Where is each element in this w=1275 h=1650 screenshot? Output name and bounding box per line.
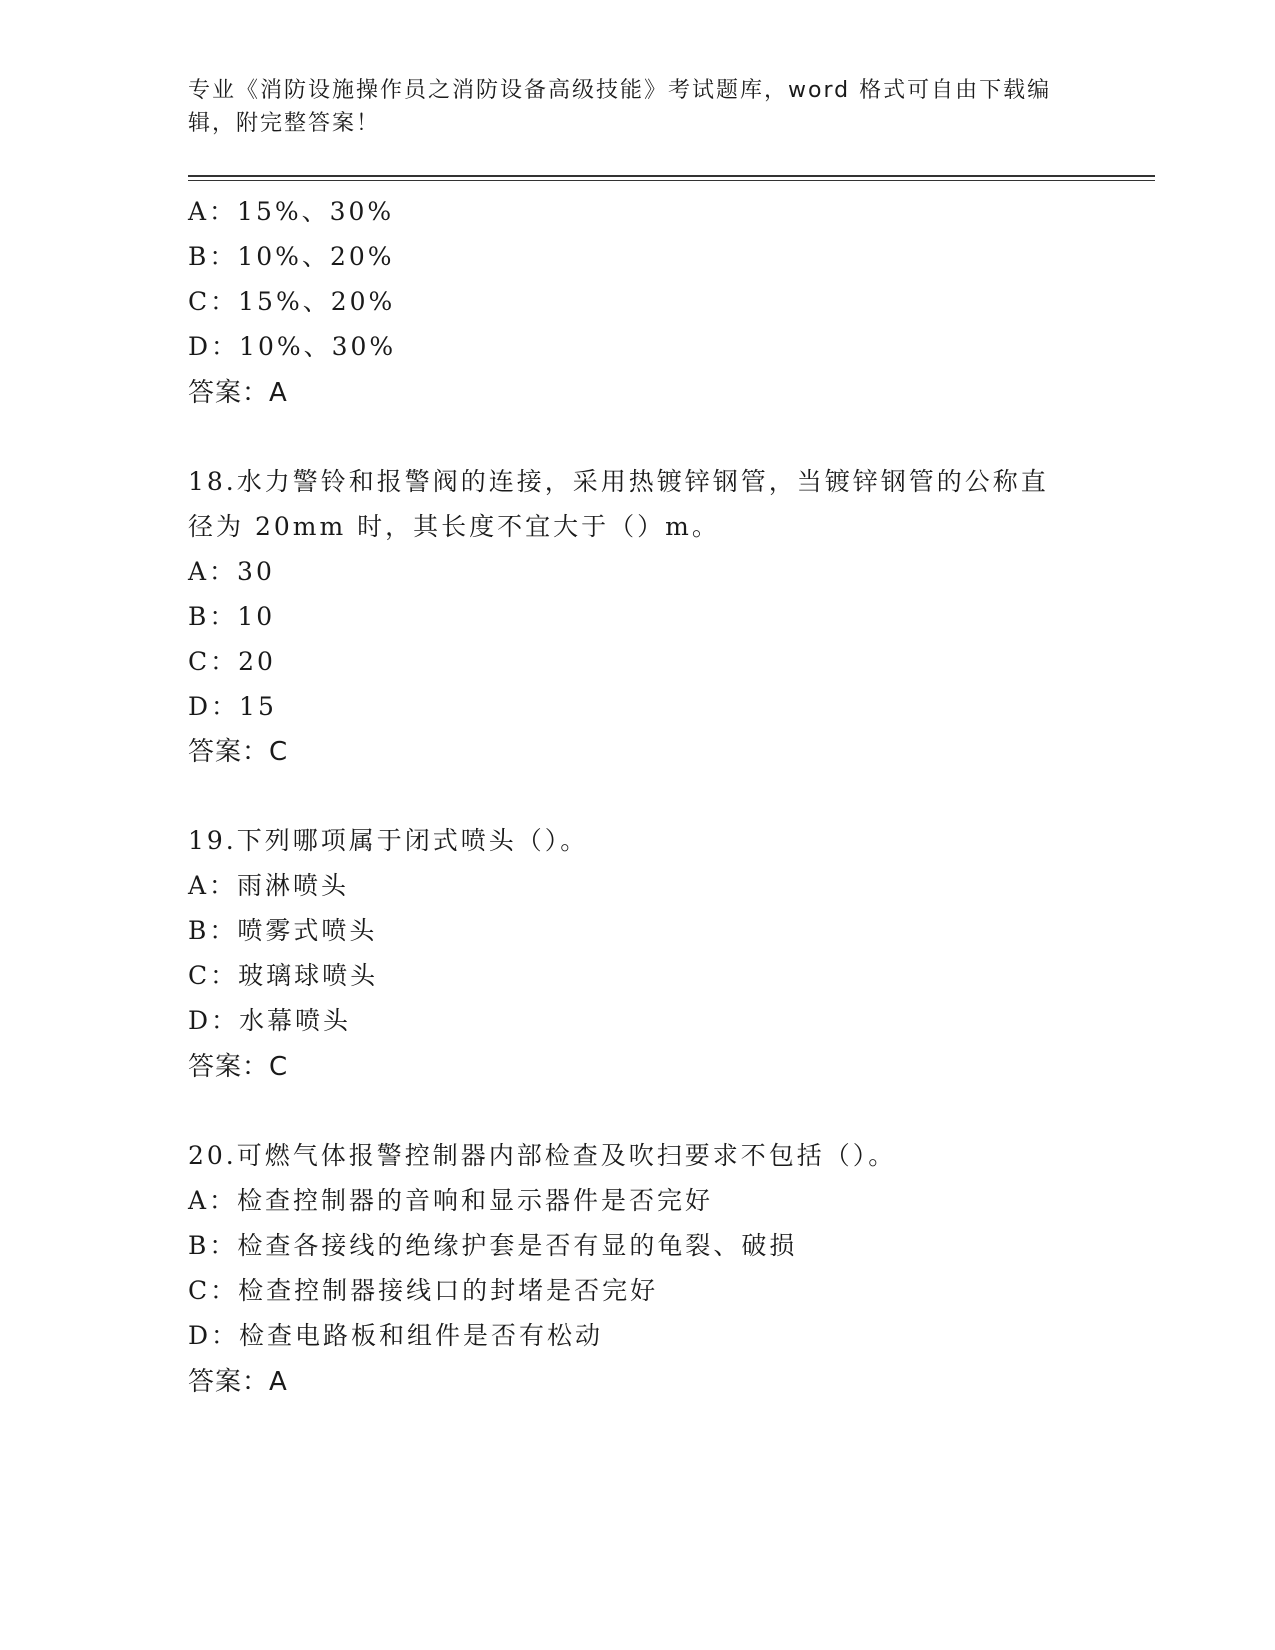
- option-c: C：检查控制器接线口的封堵是否完好: [188, 1276, 659, 1305]
- option-c: C：玻璃球喷头: [188, 961, 379, 990]
- option-b: B：检查各接线的绝缘护套是否有显的龟裂、破损: [188, 1231, 798, 1260]
- option-a: A：检查控制器的音响和显示器件是否完好: [188, 1186, 714, 1215]
- option-d: D：水幕喷头: [188, 1006, 352, 1035]
- option-b: B：喷雾式喷头: [188, 916, 378, 945]
- question-stem-continued: 径为 20mm 时，其长度不宜大于（）m。: [188, 512, 720, 541]
- question-stem: 20.可燃气体报警控制器内部检查及吹扫要求不包括（）。: [188, 1141, 897, 1170]
- answer-line: 答案：C: [188, 737, 289, 767]
- answer-line: 答案：C: [188, 1052, 289, 1082]
- answer-line: 答案：A: [188, 378, 288, 408]
- option-d: D：15: [188, 692, 277, 721]
- option-a: A：15%、30%: [188, 197, 395, 226]
- option-d: D：10%、30%: [188, 332, 397, 361]
- header-divider: [188, 175, 1155, 177]
- question-stem: 18.水力警铃和报警阀的连接，采用热镀锌钢管，当镀锌钢管的公称直: [188, 467, 1049, 496]
- document-header: 专业《消防设施操作员之消防设备高级技能》考试题库，word 格式可自由下载编辑，附完整答案！: [188, 78, 1052, 136]
- option-c: C：20: [188, 647, 276, 676]
- option-a: A：30: [188, 557, 275, 586]
- option-c: C：15%、20%: [188, 287, 396, 316]
- option-b: B：10%、20%: [188, 242, 395, 271]
- answer-line: 答案：A: [188, 1367, 288, 1397]
- option-d: D：检查电路板和组件是否有松动: [188, 1321, 604, 1350]
- question-stem: 19.下列哪项属于闭式喷头（）。: [188, 826, 589, 855]
- header-divider-thin: [188, 180, 1155, 181]
- option-a: A：雨淋喷头: [188, 871, 350, 900]
- option-b: B：10: [188, 602, 276, 631]
